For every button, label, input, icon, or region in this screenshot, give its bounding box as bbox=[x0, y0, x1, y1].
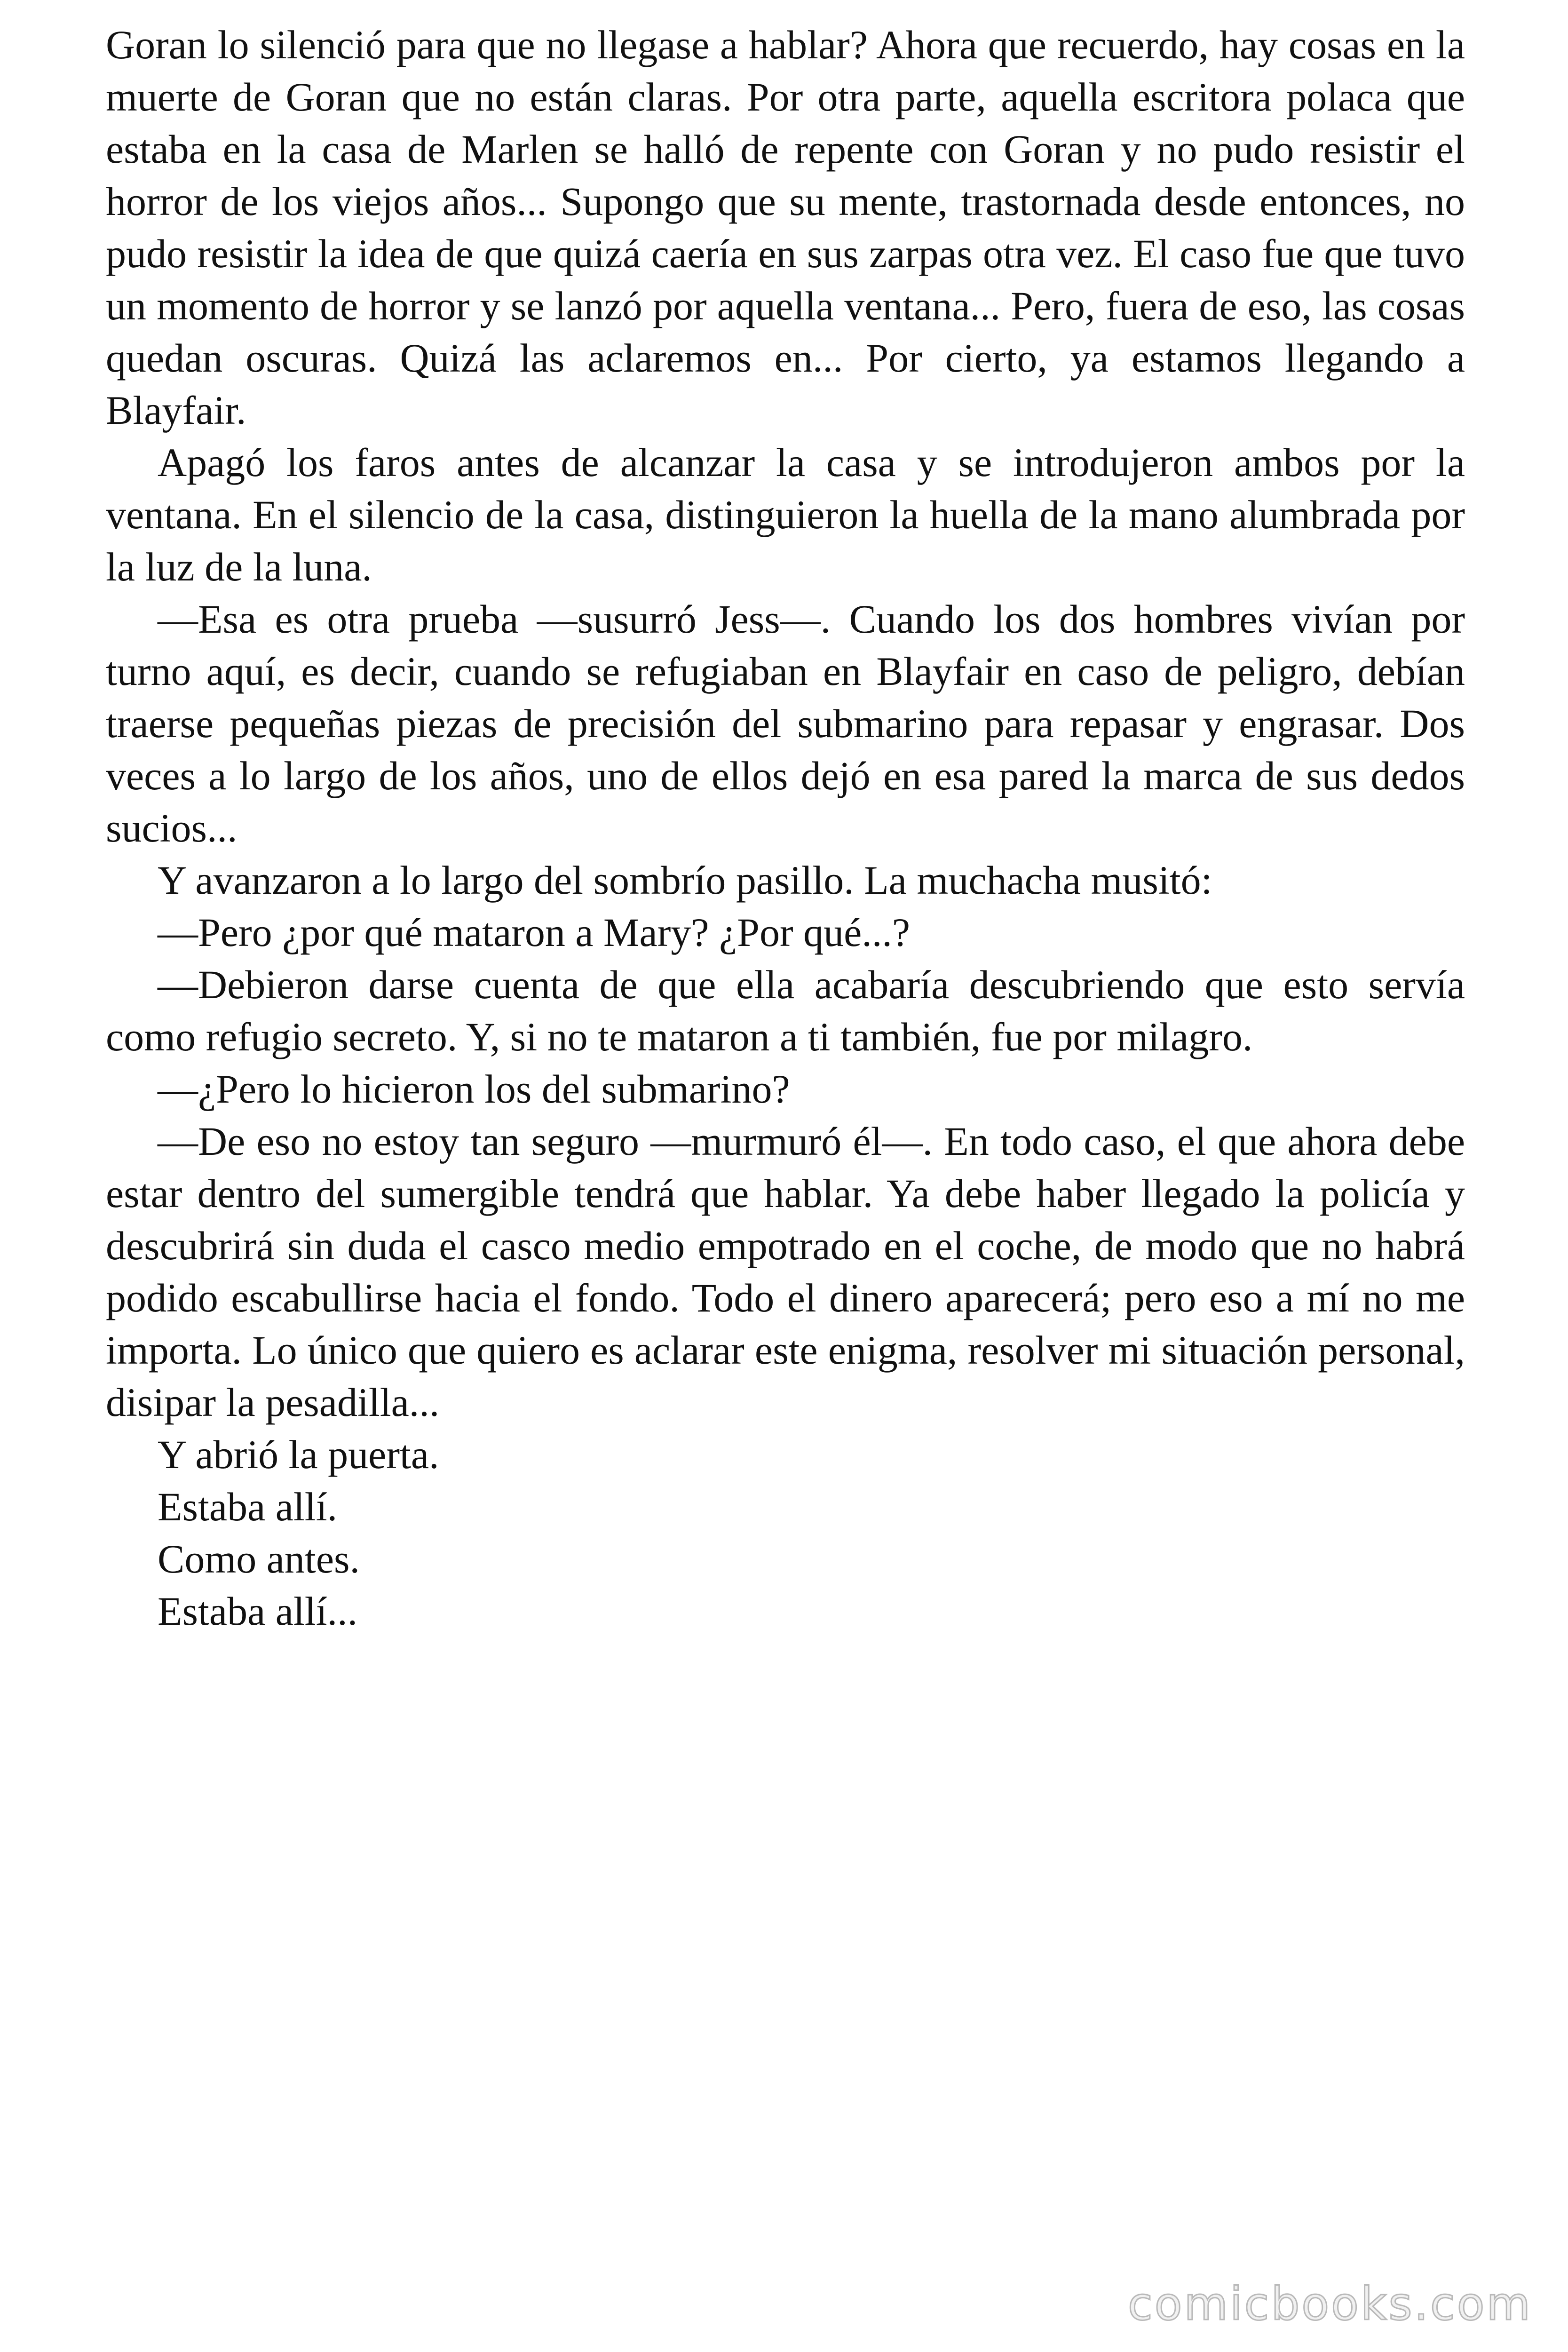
paragraph: Estaba allí... bbox=[158, 1589, 358, 1634]
paragraph: Estaba allí. bbox=[158, 1484, 338, 1529]
paragraph-dialogue: —De eso no estoy tan seguro —murmuró él—. En todo caso, el que ahora debe estar dentro del sumergible tendrá que hablar. Ya debe haber llegado la policía y descubrirá sin duda el casco medio empotrado en el coche, de modo que no habrá podido escabullirse hacia el fondo. Todo el dinero aparecerá; pero eso a mí no me importa. Lo único que quiero es aclarar este enigma, resolver mi situación personal, disipar la pesadilla... bbox=[106, 1119, 1465, 1425]
book-page-text bbox=[106, 19, 1465, 1637]
paragraph-dialogue: —Pero ¿por qué mataron a Mary? ¿Por qué...? bbox=[158, 910, 910, 955]
paragraph: Apagó los faros antes de alcanzar la casa y se introdujeron ambos por la ventana. En el silencio de la casa, distinguieron la huella de la mano alumbrada por la luz de la luna. bbox=[106, 440, 1465, 589]
paragraph: Y avanzaron a lo largo del sombrío pasillo. La muchacha musitó: bbox=[158, 858, 1212, 903]
watermark-logo: comicbooks.com bbox=[1127, 2278, 1532, 2330]
paragraph: Y abrió la puerta. bbox=[158, 1432, 439, 1477]
paragraph: Como antes. bbox=[158, 1536, 360, 1581]
paragraph-dialogue: —Debieron darse cuenta de que ella acabaría descubriendo que esto servía como refugio secreto. Y, si no te mataron a ti también, fue por milagro. bbox=[106, 962, 1465, 1059]
paragraph-dialogue: —Esa es otra prueba —susurró Jess—. Cuando los dos hombres vivían por turno aquí, es decir, cuando se refugiaban en Blayfair en caso de peligro, debían traerse pequeñas piezas de precisión del submarino para repasar y engrasar. Dos veces a lo largo de los años, uno de ellos dejó en esa pared la marca de sus dedos sucios... bbox=[106, 596, 1465, 850]
paragraph-dialogue: —¿Pero lo hicieron los del submarino? bbox=[158, 1066, 790, 1112]
paragraph-continuation: Goran lo silenció para que no llegase a hablar? Ahora que recuerdo, hay cosas en la muerte de Goran que no están claras. Por otra parte, aquella escritora polaca que estaba en la casa de Marlen se halló de repente con Goran y no pudo resistir el horror de los viejos años... Supongo que su mente, trastornada desde entonces, no pudo resistir la idea de que quizá caería en sus zarpas otra vez. El caso fue que tuvo un momento de horror y se lanzó por aquella ventana... Pero, fuera de eso, las cosas quedan oscuras. Quizá las aclaremos en... Por cierto, ya estamos llegando a Blayfair. bbox=[106, 22, 1465, 433]
